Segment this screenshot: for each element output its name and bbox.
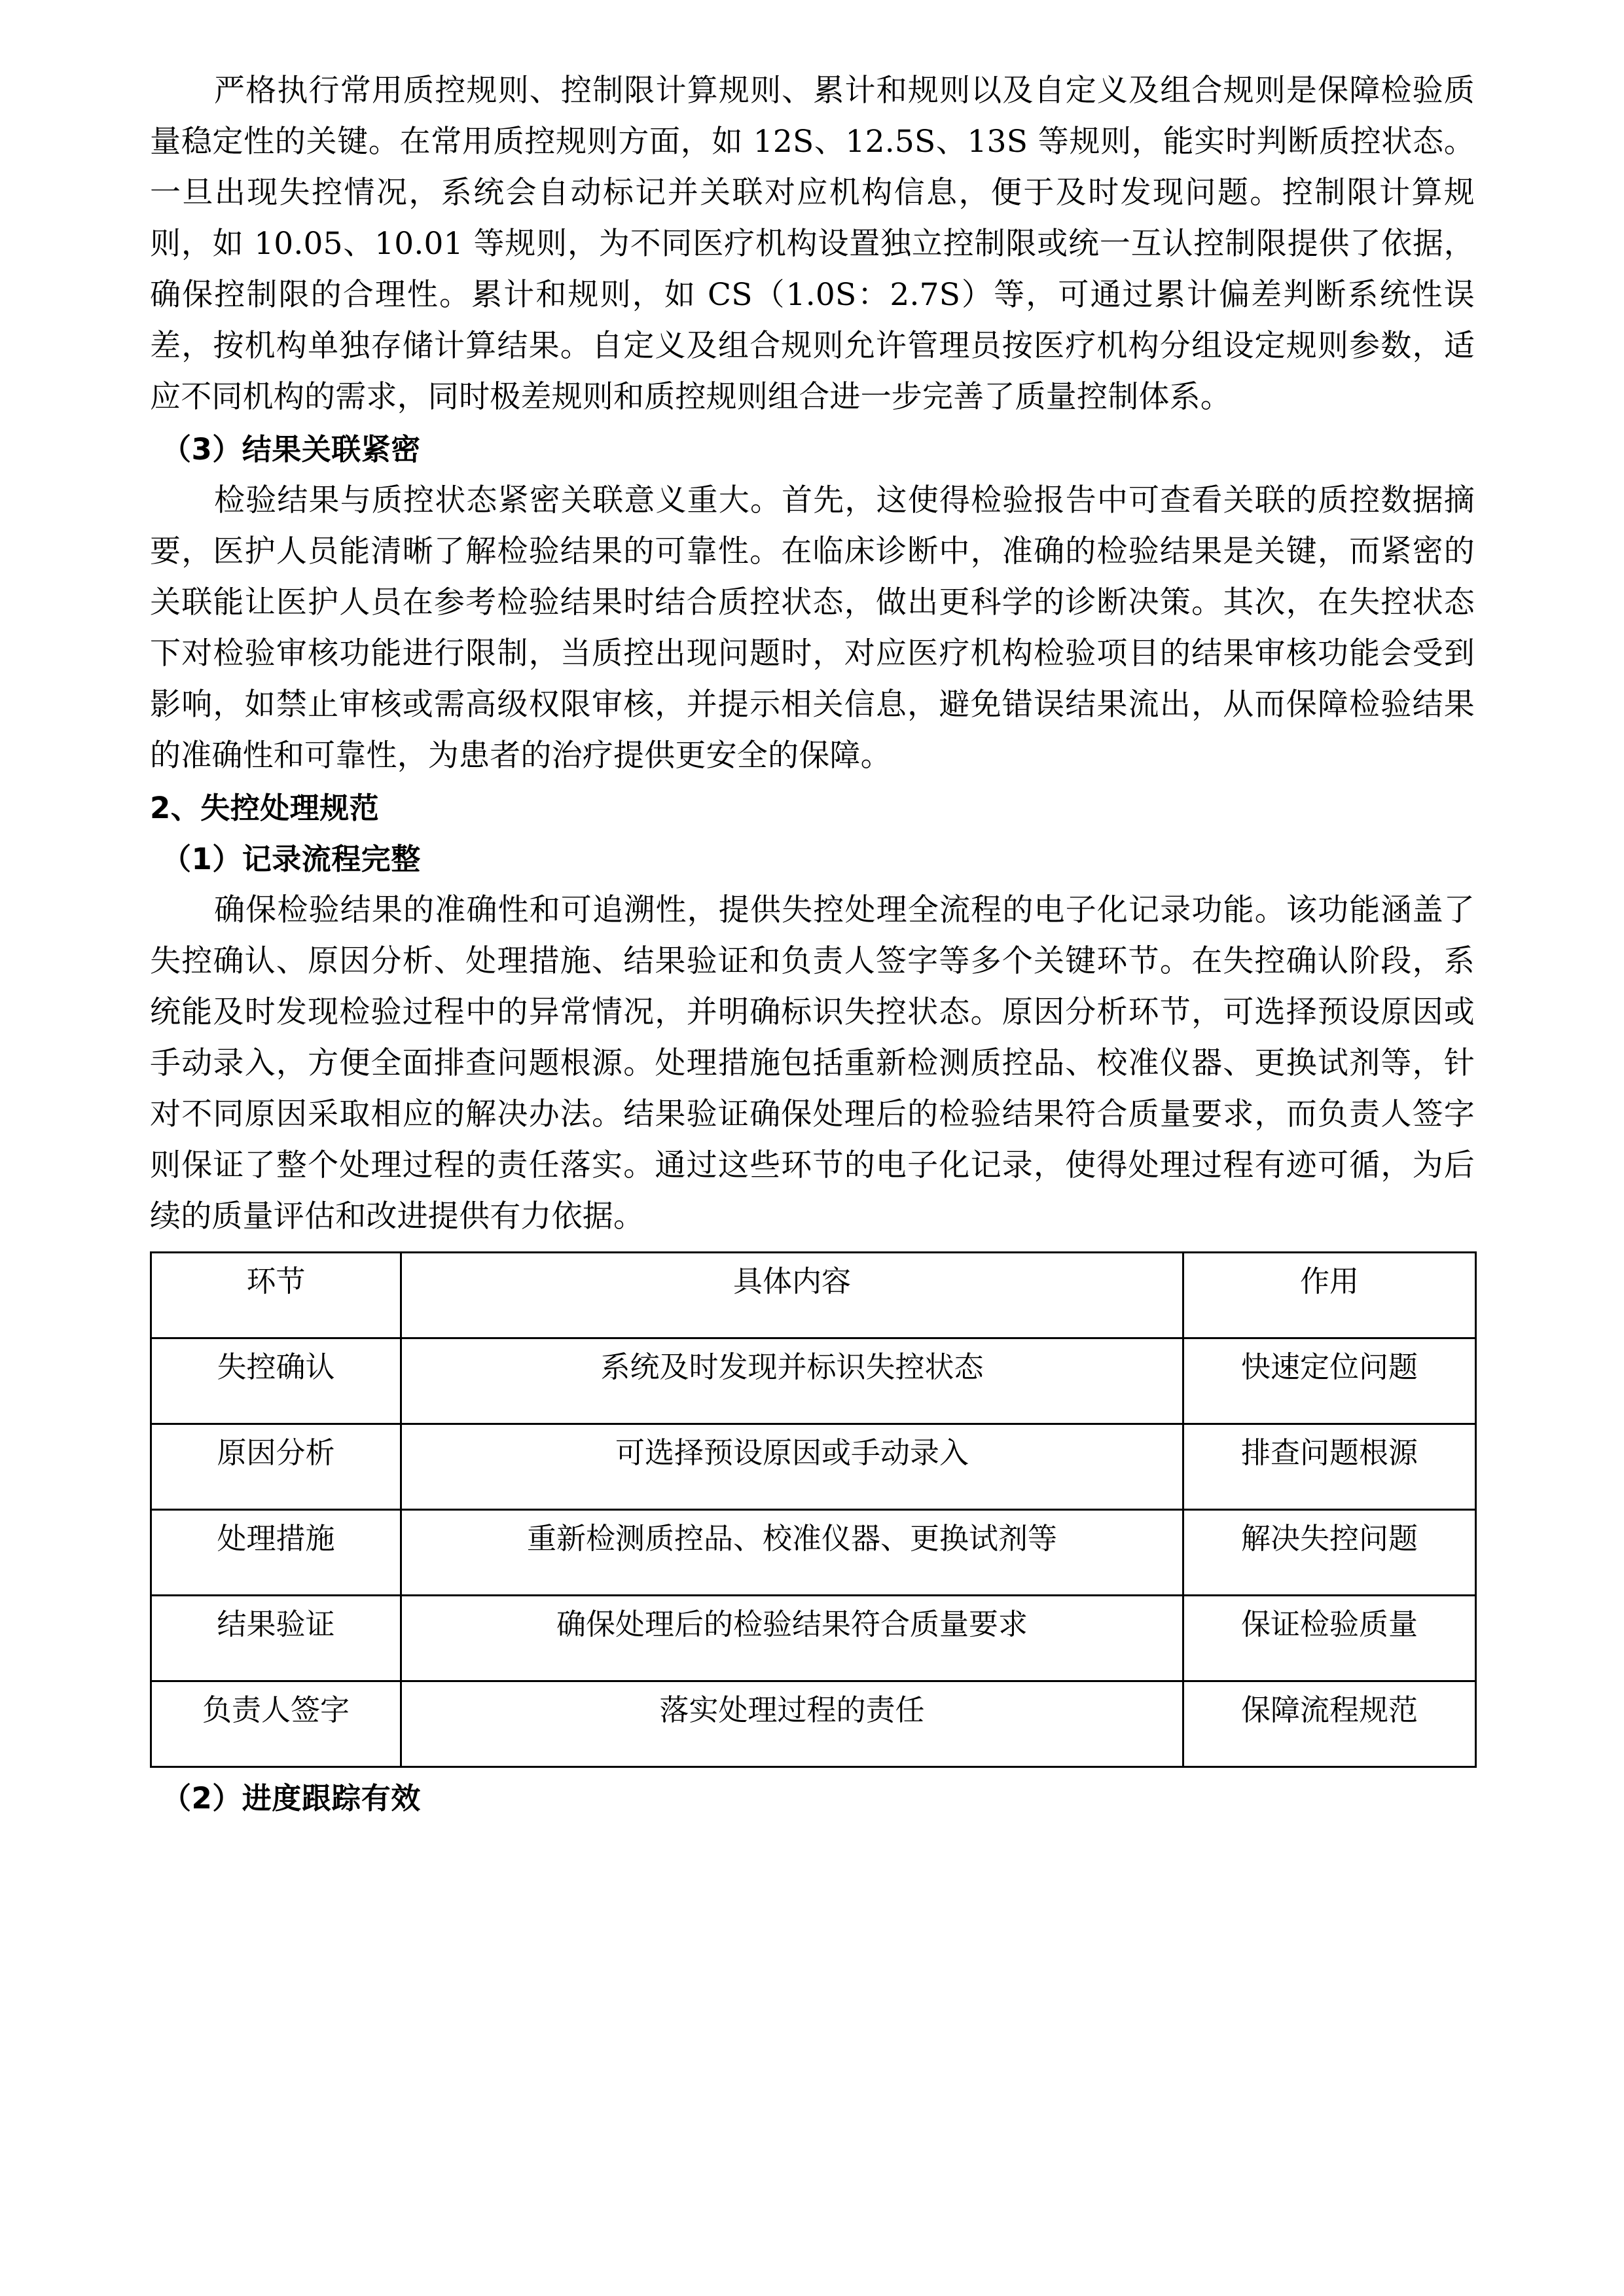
- table-cell-effect: 快速定位问题: [1183, 1338, 1476, 1424]
- table-cell-stage: 失控确认: [151, 1338, 401, 1424]
- table-header-row: [151, 1253, 1476, 1338]
- table-row: [151, 1681, 1476, 1767]
- table-cell-stage: 负责人签字: [151, 1681, 401, 1767]
- table-row: [151, 1424, 1476, 1510]
- table-cell-effect: 保证检验质量: [1183, 1596, 1476, 1681]
- table-row: [151, 1338, 1476, 1424]
- table-header-cell: 具体内容: [401, 1253, 1183, 1338]
- table-row: [151, 1510, 1476, 1596]
- table-cell-detail: 重新检测质控品、校准仪器、更换试剂等: [401, 1510, 1183, 1596]
- table-cell-detail: 可选择预设原因或手动录入: [401, 1424, 1183, 1510]
- table-cell-detail: 确保处理后的检验结果符合质量要求: [401, 1596, 1183, 1681]
- outofcontrol-process-table: [150, 1251, 1477, 1768]
- table-cell-detail: 系统及时发现并标识失控状态: [401, 1338, 1183, 1424]
- heading-record-flow: （1）记录流程完整: [162, 842, 421, 876]
- table-cell-detail: 落实处理过程的责任: [401, 1681, 1183, 1767]
- table-header-cell: 环节: [151, 1253, 401, 1338]
- heading-outofcontrol-spec: 2、失控处理规范: [150, 791, 380, 825]
- heading-result-linkage: （3）结果关联紧密: [162, 432, 421, 467]
- paragraph-record-flow: 确保检验结果的准确性和可追溯性，提供失控处理全流程的电子化记录功能。该功能涵盖了失控确认、原因分析、处理措施、结果验证和负责人签字等多个关键环节。在失控确认阶段，系统能及时发现检验过程中的异常情况，并明确标识失控状态。原因分析环节，可选择预设原因或手动录入，方便全面排查问题根源。处理措施包括重新检测质控品、校准仪器、更换试剂等，针对不同原因采取相应的解决办法。结果验证确保处理后的检验结果符合质量要求，而负责人签字则保证了整个处理过程的责任落实。通过这些环节的电子化记录，使得处理过程有迹可循，为后续的质量评估和改进提供有力依据。: [150, 892, 1475, 1234]
- page-content: [150, 65, 1475, 1824]
- paragraph-qc-rules: 严格执行常用质控规则、控制限计算规则、累计和规则以及自定义及组合规则是保障检验质量稳定性的关键。在常用质控规则方面，如 12S、12.5S、13S 等规则，能实时判断质控状态。一旦出现失控情况，系统会自动标记并关联对应机构信息，便于及时发现问题。控制限计算规则，如 10.05、10.01 等规则，为不同医疗机构设置独立控制限或统一互认控制限提供了依据，确保控制限的合理性。累计和规则，如 CS（1.0S：2.7S）等，可通过累计偏差判断系统性误差，按机构单独存储计算结果。自定义及组合规则允许管理员按医疗机构分组设定规则参数，适应不同机构的需求，同时极差规则和质控规则组合进一步完善了质量控制体系。: [150, 73, 1475, 415]
- table-cell-stage: 处理措施: [151, 1510, 401, 1596]
- heading-progress-tracking: （2）进度跟踪有效: [162, 1781, 421, 1816]
- paragraph-result-linkage: 检验结果与质控状态紧密关联意义重大。首先，这使得检验报告中可查看关联的质控数据摘要，医护人员能清晰了解检验结果的可靠性。在临床诊断中，准确的检验结果是关键，而紧密的关联能让医护人员在参考检验结果时结合质控状态，做出更科学的诊断决策。其次，在失控状态下对检验审核功能进行限制，当质控出现问题时，对应医疗机构检验项目的结果审核功能会受到影响，如禁止审核或需高级权限审核，并提示相关信息，避免错误结果流出，从而保障检验结果的准确性和可靠性，为患者的治疗提供更安全的保障。: [150, 482, 1475, 774]
- table-bottom-spacer: [150, 1768, 1475, 1773]
- table-cell-stage: 结果验证: [151, 1596, 401, 1681]
- table-cell-stage: 原因分析: [151, 1424, 401, 1510]
- table-cell-effect: 保障流程规范: [1183, 1681, 1476, 1767]
- table-cell-effect: 排查问题根源: [1183, 1424, 1476, 1510]
- table-row: [151, 1596, 1476, 1681]
- table-header-cell: 作用: [1183, 1253, 1476, 1338]
- table-cell-effect: 解决失控问题: [1183, 1510, 1476, 1596]
